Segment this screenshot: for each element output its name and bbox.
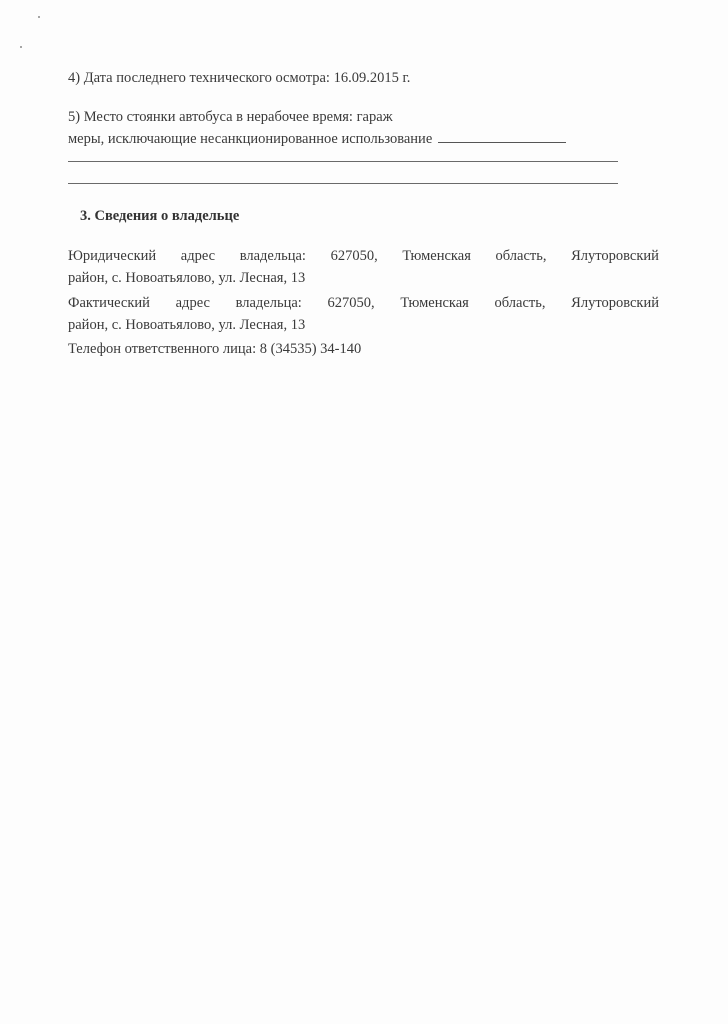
word: адрес: [180, 248, 216, 264]
measures-blank-field: [438, 128, 566, 143]
measures-line: [68, 128, 566, 148]
word: область,: [495, 248, 547, 264]
legal-address-continuation: район, с. Новоатьялово, ул. Лесная, 13: [68, 270, 306, 286]
word: владельца:: [239, 248, 306, 264]
word: Тюменская: [400, 295, 469, 311]
scan-dot: [38, 16, 40, 18]
inspection-date-line: 4) Дата последнего технического осмотра: 16.09.2015 г.: [68, 70, 411, 86]
blank-rule-line: [68, 161, 618, 162]
owner-section-heading: 3. Сведения о владельце: [80, 208, 240, 224]
word: владельца:: [235, 295, 302, 311]
blank-rule-line: [68, 183, 618, 184]
word: 627050,: [327, 295, 375, 311]
word: Юридический: [68, 248, 157, 264]
word: Фактический: [68, 295, 150, 311]
parking-place-line: 5) Место стоянки автобуса в нерабочее время: гараж: [68, 109, 393, 125]
word: адрес: [175, 295, 210, 311]
scan-dot: [20, 46, 22, 48]
word: Ялуторовский: [571, 295, 659, 311]
actual-address-continuation: район, с. Новоатьялово, ул. Лесная, 13: [68, 317, 306, 333]
phone-line: Телефон ответственного лица: 8 (34535) 34-140: [68, 341, 362, 357]
word: 627050,: [330, 248, 378, 264]
word: Ялуторовский: [571, 248, 659, 264]
measures-text: меры, исключающие несанкционированное использование: [68, 131, 433, 147]
actual-address-line: [68, 294, 659, 312]
word: Тюменская: [402, 248, 471, 264]
word: область,: [494, 295, 546, 311]
legal-address-line: [68, 247, 659, 265]
